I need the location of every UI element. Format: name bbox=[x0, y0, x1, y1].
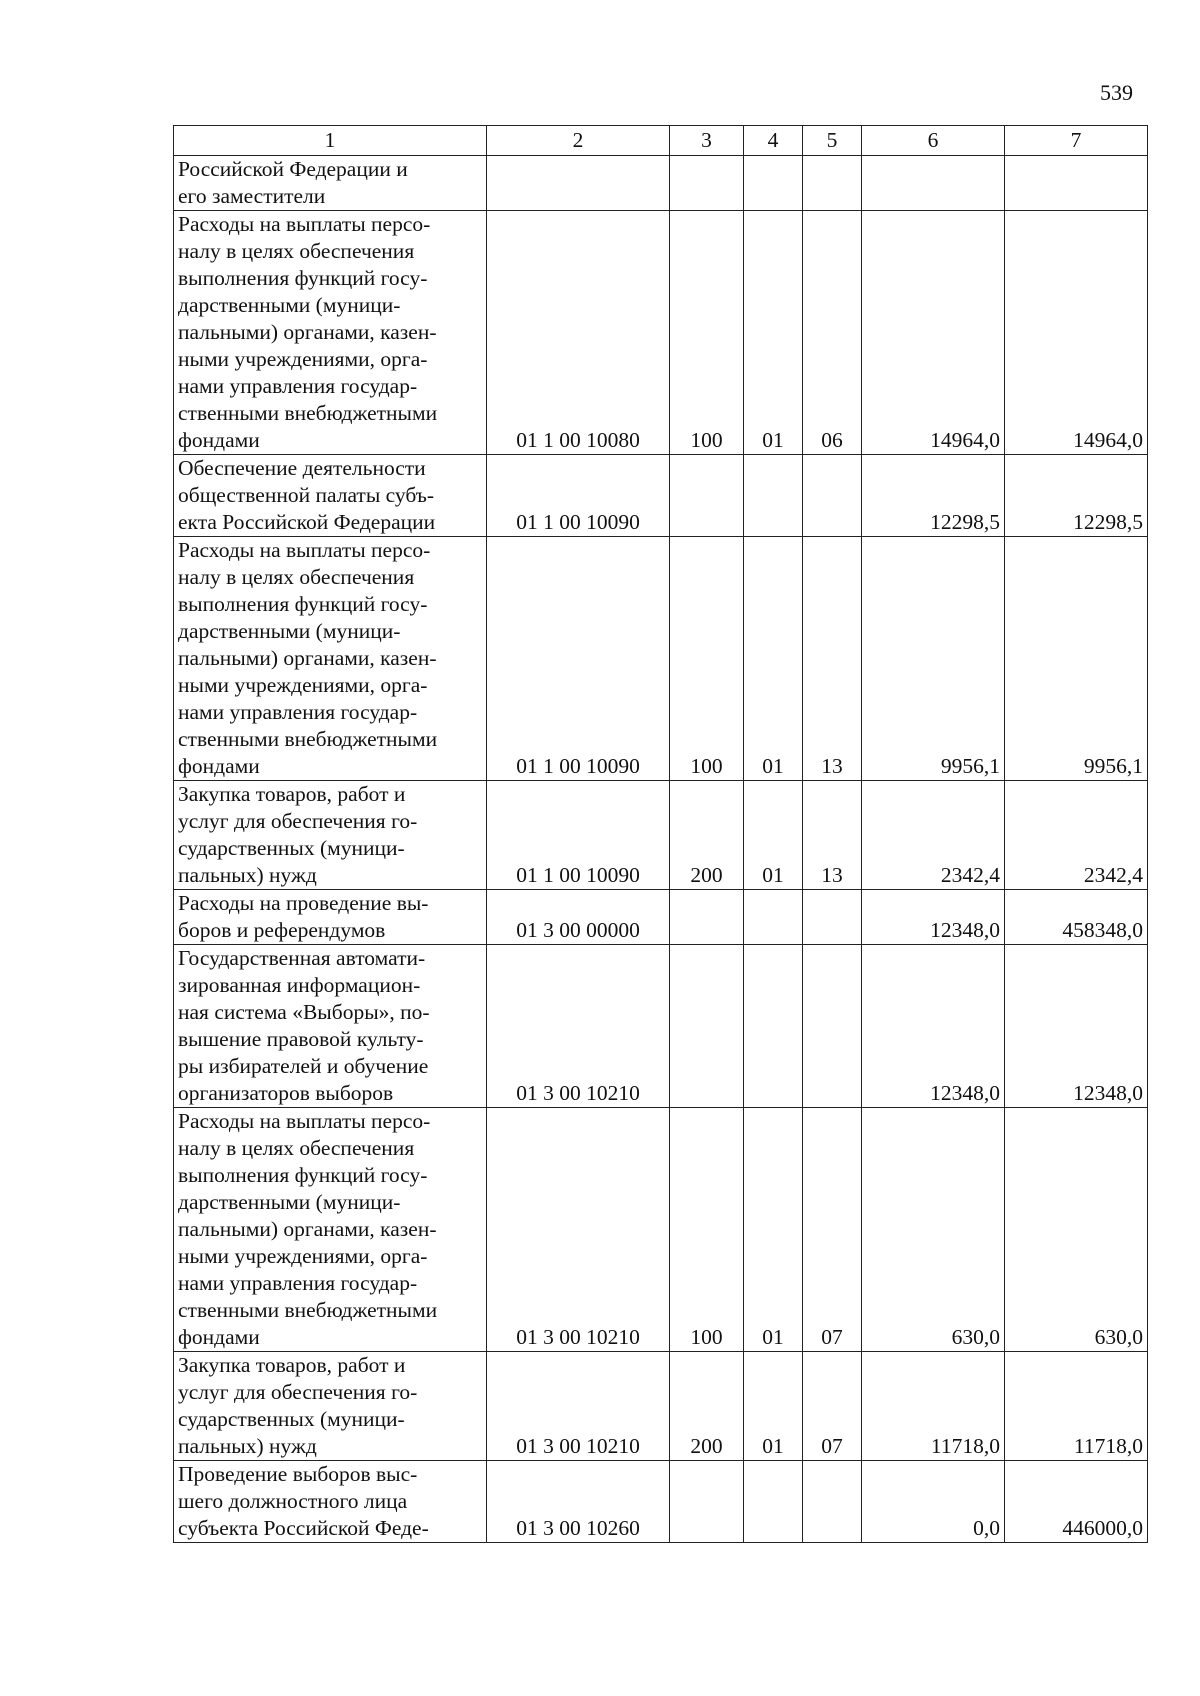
subsection-cell: 07 bbox=[803, 1108, 862, 1352]
budget-table bbox=[173, 125, 1148, 1543]
amount-col6-cell: 9956,1 bbox=[862, 537, 1005, 781]
expense-name-line: фондами bbox=[178, 1325, 260, 1349]
target-code-cell: 01 3 00 10210 bbox=[487, 1352, 670, 1461]
expense-type-cell: 200 bbox=[670, 1352, 744, 1461]
section-cell: 01 bbox=[744, 781, 803, 890]
expense-name-line: ная система «Выборы», по- bbox=[178, 1000, 430, 1024]
expense-name-cell bbox=[174, 945, 487, 1108]
expense-name-line: нами управления государ- bbox=[178, 1271, 418, 1295]
header-cell: 3 bbox=[670, 126, 744, 156]
header-cell: 5 bbox=[803, 126, 862, 156]
expense-name-line: налу в целях обеспечения bbox=[178, 239, 415, 263]
expense-name-line: зированная информацион- bbox=[178, 973, 421, 997]
subsection-cell: 06 bbox=[803, 211, 862, 455]
expense-name-line: сударственных (муници- bbox=[178, 1407, 405, 1431]
table-row bbox=[174, 455, 1148, 537]
expense-name-line: пальных) нужд bbox=[178, 863, 317, 887]
expense-name-line: боров и референдумов bbox=[178, 918, 386, 942]
amount-col6-cell: 12298,5 bbox=[862, 455, 1005, 537]
amount-col6-cell: 12348,0 bbox=[862, 945, 1005, 1108]
expense-name-line: ственными внебюджетными bbox=[178, 727, 438, 751]
table-row bbox=[174, 156, 1148, 211]
expense-name-line: нами управления государ- bbox=[178, 374, 418, 398]
expense-name-line: Закупка товаров, работ и bbox=[178, 782, 406, 806]
expense-name-line: екта Российской Федерации bbox=[178, 510, 436, 534]
expense-name-line: Расходы на выплаты персо- bbox=[178, 212, 431, 236]
expense-name-line: налу в целях обеспечения bbox=[178, 565, 415, 589]
target-code-cell: 01 1 00 10090 bbox=[487, 537, 670, 781]
expense-name-line: ными учреждениями, орга- bbox=[178, 673, 428, 697]
table-row bbox=[174, 1108, 1148, 1352]
expense-name-cell bbox=[174, 890, 487, 945]
expense-name-line: ными учреждениями, орга- bbox=[178, 1244, 428, 1268]
target-code-cell: 01 1 00 10080 bbox=[487, 211, 670, 455]
section-cell bbox=[744, 1461, 803, 1543]
expense-type-cell bbox=[670, 1461, 744, 1543]
subsection-cell bbox=[803, 1461, 862, 1543]
section-cell: 01 bbox=[744, 1108, 803, 1352]
expense-type-cell: 100 bbox=[670, 1108, 744, 1352]
expense-name-cell bbox=[174, 211, 487, 455]
table-row bbox=[174, 1352, 1148, 1461]
section-cell: 01 bbox=[744, 537, 803, 781]
expense-name-line: шего должностного лица bbox=[178, 1489, 408, 1513]
subsection-cell: 07 bbox=[803, 1352, 862, 1461]
amount-col7-cell: 2342,4 bbox=[1005, 781, 1148, 890]
expense-name-line: услуг для обеспечения го- bbox=[178, 809, 418, 833]
expense-name-line: ными учреждениями, орга- bbox=[178, 347, 428, 371]
amount-col7-cell: 630,0 bbox=[1005, 1108, 1148, 1352]
page-number: 539 bbox=[1100, 80, 1133, 105]
expense-name-line: пальными) органами, казен- bbox=[178, 320, 437, 344]
table-row bbox=[174, 537, 1148, 781]
expense-name-cell bbox=[174, 1461, 487, 1543]
amount-col6-cell: 14964,0 bbox=[862, 211, 1005, 455]
amount-col7-cell: 9956,1 bbox=[1005, 537, 1148, 781]
expense-name-line: выполнения функций госу- bbox=[178, 266, 428, 290]
expense-name-line: вышение правовой культу- bbox=[178, 1027, 424, 1051]
expense-name-line: услуг для обеспечения го- bbox=[178, 1380, 418, 1404]
subsection-cell: 13 bbox=[803, 537, 862, 781]
table-row bbox=[174, 890, 1148, 945]
amount-col7-cell: 458348,0 bbox=[1005, 890, 1148, 945]
expense-name-line: пальными) органами, казен- bbox=[178, 646, 437, 670]
amount-col7-cell: 12298,5 bbox=[1005, 455, 1148, 537]
expense-name-line: организаторов выборов bbox=[178, 1081, 394, 1105]
expense-name-cell bbox=[174, 537, 487, 781]
amount-col6-cell: 12348,0 bbox=[862, 890, 1005, 945]
expense-name-line: дарственными (муници- bbox=[178, 293, 401, 317]
expense-type-cell: 200 bbox=[670, 781, 744, 890]
target-code-cell: 01 1 00 10090 bbox=[487, 455, 670, 537]
expense-name-line: дарственными (муници- bbox=[178, 1190, 401, 1214]
target-code-cell: 01 3 00 10210 bbox=[487, 1108, 670, 1352]
expense-name-cell bbox=[174, 1352, 487, 1461]
amount-col7-cell: 14964,0 bbox=[1005, 211, 1148, 455]
target-code-cell: 01 3 00 00000 bbox=[487, 890, 670, 945]
expense-name-line: налу в целях обеспечения bbox=[178, 1136, 415, 1160]
expense-name-line: ственными внебюджетными bbox=[178, 401, 438, 425]
expense-name-line: Проведение выборов выс- bbox=[178, 1462, 418, 1486]
expense-name-line: пальных) нужд bbox=[178, 1434, 317, 1458]
expense-name-line: общественной палаты субъ- bbox=[178, 483, 435, 507]
table-row bbox=[174, 211, 1148, 455]
expense-name-line: Российской Федерации и bbox=[178, 157, 408, 181]
expense-name-line: Расходы на выплаты персо- bbox=[178, 538, 431, 562]
section-cell bbox=[744, 945, 803, 1108]
expense-name-line: ственными внебюджетными bbox=[178, 1298, 438, 1322]
target-code-cell bbox=[487, 156, 670, 211]
expense-type-cell bbox=[670, 455, 744, 537]
amount-col7-cell: 446000,0 bbox=[1005, 1461, 1148, 1543]
section-cell: 01 bbox=[744, 1352, 803, 1461]
expense-name-cell bbox=[174, 455, 487, 537]
target-code-cell: 01 3 00 10260 bbox=[487, 1461, 670, 1543]
expense-name-line: Расходы на проведение вы- bbox=[178, 891, 429, 915]
table-header-row bbox=[174, 126, 1148, 156]
header-cell: 1 bbox=[174, 126, 487, 156]
subsection-cell bbox=[803, 945, 862, 1108]
amount-col6-cell: 0,0 bbox=[862, 1461, 1005, 1543]
expense-name-line: Закупка товаров, работ и bbox=[178, 1353, 406, 1377]
expense-name-line: Обеспечение деятельности bbox=[178, 456, 426, 480]
expense-name-line: ры избирателей и обучение bbox=[178, 1054, 429, 1078]
amount-col6-cell: 11718,0 bbox=[862, 1352, 1005, 1461]
expense-name-line: фондами bbox=[178, 428, 260, 452]
expense-name-line: выполнения функций госу- bbox=[178, 1163, 428, 1187]
amount-col6-cell: 2342,4 bbox=[862, 781, 1005, 890]
expense-name-cell bbox=[174, 156, 487, 211]
expense-name-line: фондами bbox=[178, 754, 260, 778]
header-cell: 6 bbox=[862, 126, 1005, 156]
target-code-cell: 01 3 00 10210 bbox=[487, 945, 670, 1108]
section-cell: 01 bbox=[744, 211, 803, 455]
section-cell bbox=[744, 455, 803, 537]
amount-col6-cell: 630,0 bbox=[862, 1108, 1005, 1352]
expense-name-line: Расходы на выплаты персо- bbox=[178, 1109, 431, 1133]
section-cell bbox=[744, 890, 803, 945]
header-cell: 2 bbox=[487, 126, 670, 156]
target-code-cell: 01 1 00 10090 bbox=[487, 781, 670, 890]
expense-type-cell: 100 bbox=[670, 211, 744, 455]
table-row bbox=[174, 945, 1148, 1108]
header-cell: 7 bbox=[1005, 126, 1148, 156]
amount-col7-cell bbox=[1005, 156, 1148, 211]
expense-type-cell bbox=[670, 945, 744, 1108]
header-cell: 4 bbox=[744, 126, 803, 156]
subsection-cell bbox=[803, 156, 862, 211]
expense-type-cell bbox=[670, 890, 744, 945]
section-cell bbox=[744, 156, 803, 211]
expense-name-line: субъекта Российской Феде- bbox=[178, 1516, 429, 1540]
expense-name-line: дарственными (муници- bbox=[178, 619, 401, 643]
expense-name-line: Государственная автомати- bbox=[178, 946, 426, 970]
amount-col7-cell: 12348,0 bbox=[1005, 945, 1148, 1108]
table-row bbox=[174, 781, 1148, 890]
expense-name-line: пальными) органами, казен- bbox=[178, 1217, 437, 1241]
table-row bbox=[174, 1461, 1148, 1543]
amount-col6-cell bbox=[862, 156, 1005, 211]
subsection-cell: 13 bbox=[803, 781, 862, 890]
subsection-cell bbox=[803, 455, 862, 537]
expense-type-cell: 100 bbox=[670, 537, 744, 781]
expense-name-cell bbox=[174, 781, 487, 890]
amount-col7-cell: 11718,0 bbox=[1005, 1352, 1148, 1461]
expense-name-line: нами управления государ- bbox=[178, 700, 418, 724]
expense-name-line: сударственных (муници- bbox=[178, 836, 405, 860]
expense-type-cell bbox=[670, 156, 744, 211]
expense-name-cell bbox=[174, 1108, 487, 1352]
expense-name-line: выполнения функций госу- bbox=[178, 592, 428, 616]
expense-name-line: его заместители bbox=[178, 184, 326, 208]
subsection-cell bbox=[803, 890, 862, 945]
